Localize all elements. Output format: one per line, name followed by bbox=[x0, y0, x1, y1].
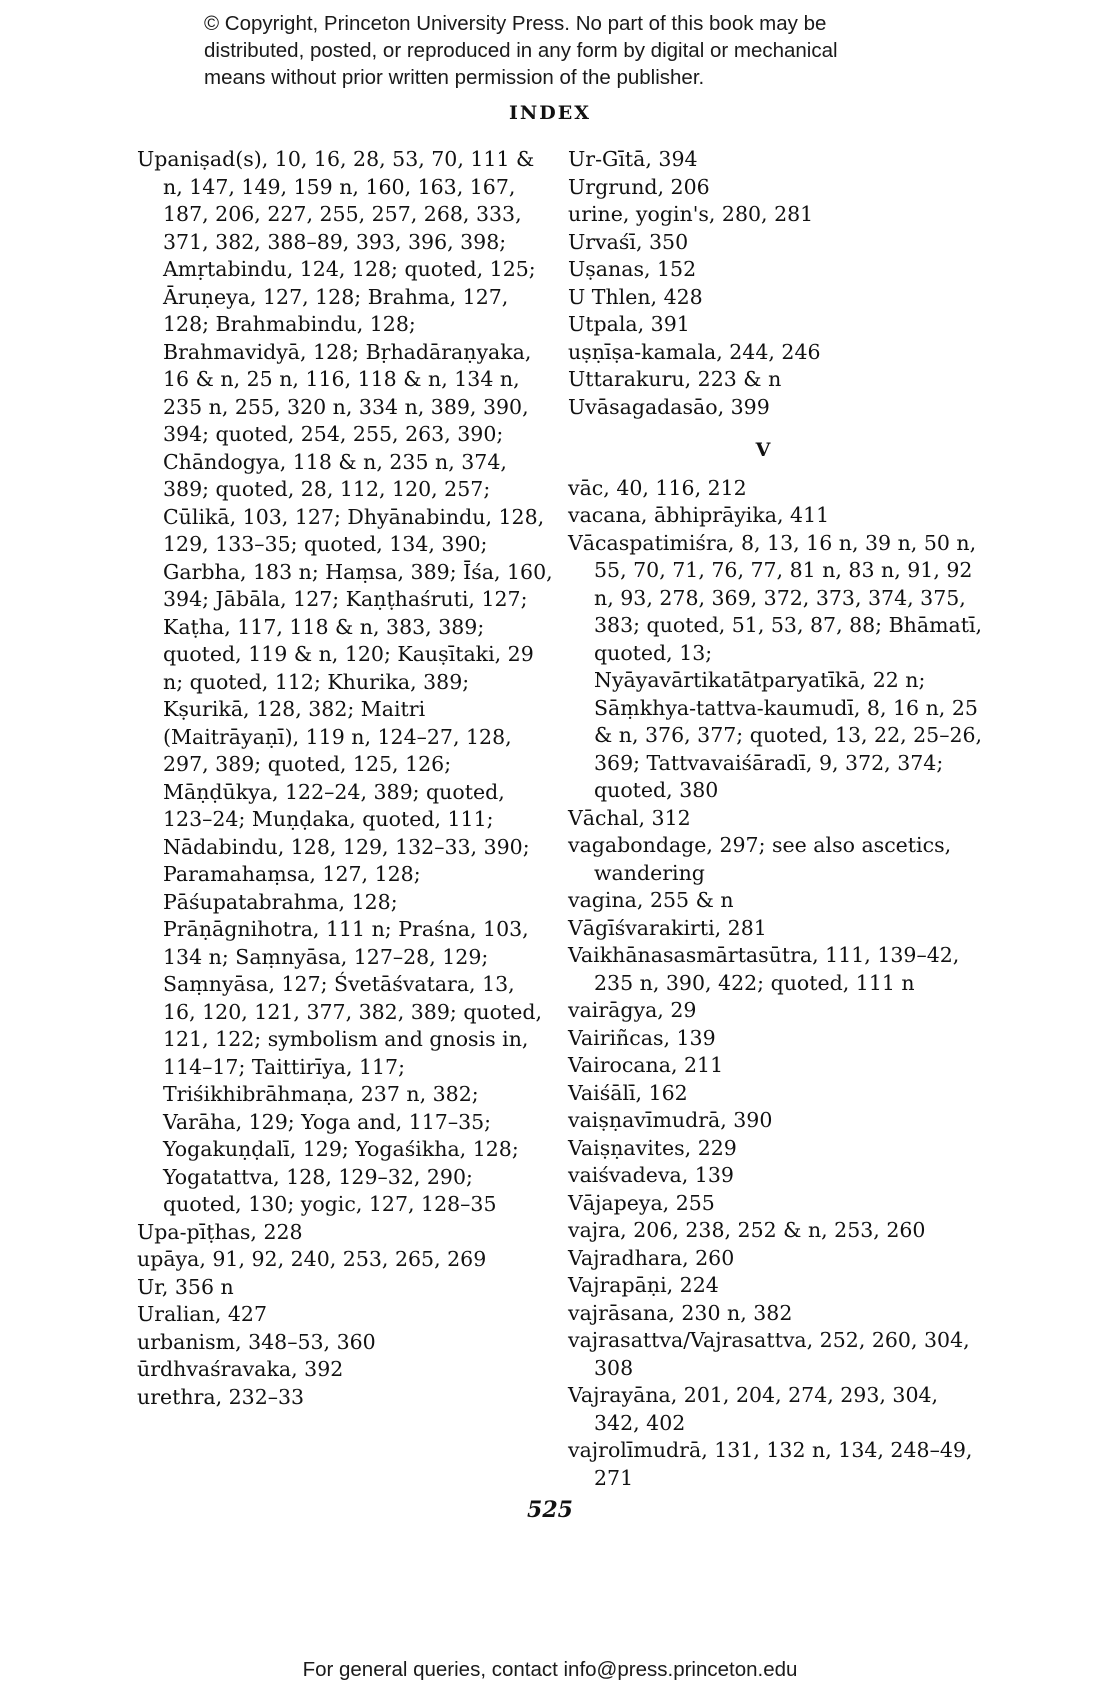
index-entry: Vājapeya, 255 bbox=[568, 1190, 715, 1215]
index-entry: Vāchal, 312 bbox=[568, 805, 691, 830]
index-entry: Vāgīśvarakirti, 281 bbox=[568, 915, 767, 940]
page-number: 525 bbox=[527, 1497, 573, 1523]
index-entry: Utpala, 391 bbox=[568, 312, 690, 336]
index-entry: Uttarakuru, 223 & n bbox=[568, 367, 782, 391]
index-entry: vagabondage, 297; see also ascetics, wandering bbox=[568, 833, 952, 885]
index-entry: Ur, 356 n bbox=[137, 1274, 234, 1299]
index-column-left bbox=[137, 146, 553, 1411]
index-entry: Vajrayāna, 201, 204, 274, 293, 304, 342, 402 bbox=[568, 1383, 939, 1435]
copyright-notice bbox=[204, 10, 924, 91]
index-entry: Vaikhānasasmārtasūtra, 111, 139–42, 235 n, 390, 422; quoted, 111 n bbox=[568, 943, 960, 995]
index-entry: vacana, ābhiprāyika, 411 bbox=[568, 503, 830, 527]
index-entry: Upaniṣad(s), 10, 16, 28, 53, 70, 111 & n, 147, 149, 159 n, 160, 163, 167, 187, 206, 227, 255, 257, 268, 333, 371, 382, 388–89, 393, 396, 398; Amṛtabindu, 124, 128; quoted, 125; Āruṇeya, 127, 128; Brahma, 127, 128; Brahmabindu, 128; Brahmavidyā, 128; Bṛhadāraṇyaka, 16 & n, 25 n, 116, 118 & n, 134 n, 235 n, 255, 320 n, 334 n, 389, 390, 394; quoted, 254, 255, 263, 390; Chāndogya, 118 & n, 235 n, 374, 389; quoted, 28, 112, 120, 257; Cūlikā, 103, 127; Dhyānabindu, 128, 129, 133–35; quoted, 134, 390; Garbha, 183 n; Haṃsa, 389; Īśa, 160, 394; Jābāla, 127; Kaṇṭhaśruti, 127; Kaṭha, 117, 118 & n, 383, 389; quoted, 119 & n, 120; Kauṣītaki, 29 n; quoted, 112; Khurika, 389; Kṣurikā, 128, 382; Maitri (Maitrāyaṇī), 119 n, 124–27, 128, 297, 389; quoted, 125, 126; Māṇḍūkya, 122–24, 389; quoted, 123–24; Muṇḍaka, quoted, 111; Nādabindu, 128, 129, 132–33, 390; Paramahaṃsa, 127, 128; Pāśupatabrahma, 128; Prāṇāgnihotra, 111 n; Praśna, 103, 134 n; Saṃnyāsa, 127–28, 129; Saṃnyāsa, 127; Śvetāśvatara, 13, 16, 120, 121, 377, 382, 389; quoted, 121, 122; symbolism and gnosis in, 114–17; Taittirīya, 117; Triśikhibrāhmaṇa, 237 n, 382; Varāha, 129; Yoga and, 117–35; Yogakuṇḍalī, 129; Yogaśikha, 128; Yogatattva, 128, 129–32, 290; quoted, 130; yogic, 127, 128–35 bbox=[137, 147, 553, 1216]
index-entry: Uṣanas, 152 bbox=[568, 257, 697, 281]
index-entry: urine, yogin's, 280, 281 bbox=[568, 202, 814, 226]
index-entry: Vaiśālī, 162 bbox=[568, 1080, 688, 1105]
index-entry: Vajradhara, 260 bbox=[568, 1245, 735, 1270]
copyright-line: means without prior written permission of the publisher. bbox=[204, 66, 705, 89]
index-entry: vagina, 255 & n bbox=[568, 888, 734, 912]
index-column-right bbox=[568, 146, 988, 1492]
index-entry: vaiśvadeva, 139 bbox=[568, 1163, 734, 1187]
index-entry: Vācaspatimiśra, 8, 13, 16 n, 39 n, 50 n, 55, 70, 71, 76, 77, 81 n, 83 n, 91, 92 n, 93, 278, 369, 372, 373, 374, 375, 383; quoted, 51, 53, 87, 88; Bhāmatī, quoted, 13; Nyāyavārtikatātparyatīkā, 22 n; Sāṃkhya-tattva-kaumudī, 8, 16 n, 25 & n, 376, 377; quoted, 13, 22, 25–26, 369; Tattvavaiśāradī, 9, 372, 374; quoted, 380 bbox=[568, 530, 983, 802]
index-entry: Ur-Gītā, 394 bbox=[568, 147, 698, 171]
index-entry: upāya, 91, 92, 240, 253, 265, 269 bbox=[137, 1247, 487, 1271]
index-entry: Uralian, 427 bbox=[137, 1302, 267, 1326]
index-entry: vajrasattva/Vajrasattva, 252, 260, 304, 308 bbox=[568, 1328, 970, 1380]
page-heading: INDEX bbox=[509, 102, 591, 124]
footer-contact: For general queries, contact info@press.princeton.edu bbox=[302, 1658, 798, 1681]
copyright-line: © Copyright, Princeton University Press. No part of this book may be bbox=[204, 12, 827, 35]
index-entry: Uvāsagadasāo, 399 bbox=[568, 394, 770, 419]
index-entry: vaiṣṇavīmudrā, 390 bbox=[568, 1108, 773, 1132]
index-entry: Urvaśī, 350 bbox=[568, 229, 689, 254]
index-entry: Vairocana, 211 bbox=[568, 1053, 724, 1077]
index-entry: Vajrapāṇi, 224 bbox=[568, 1273, 719, 1297]
index-entry: Vairiñcas, 139 bbox=[568, 1025, 716, 1050]
index-entry: uṣṇīṣa-kamala, 244, 246 bbox=[568, 339, 821, 364]
copyright-line: distributed, posted, or reproduced in any form by digital or mechanical bbox=[204, 39, 838, 62]
index-entry: urbanism, 348–53, 360 bbox=[137, 1329, 376, 1354]
section-letter: V bbox=[755, 439, 771, 461]
index-entry: vāc, 40, 116, 212 bbox=[568, 475, 747, 500]
index-entry: U Thlen, 428 bbox=[568, 284, 703, 309]
index-entry: vajrolīmudrā, 131, 132 n, 134, 248–49, 271 bbox=[568, 1438, 973, 1490]
index-entry: urethra, 232–33 bbox=[137, 1384, 305, 1409]
index-entry: vairāgya, 29 bbox=[568, 998, 697, 1022]
index-entry: ūrdhvaśravaka, 392 bbox=[137, 1357, 344, 1381]
index-entry: Upa-pīṭhas, 228 bbox=[137, 1219, 303, 1244]
index-entry: vajra, 206, 238, 252 & n, 253, 260 bbox=[568, 1218, 926, 1242]
index-entry: Vaiṣṇavites, 229 bbox=[568, 1135, 737, 1160]
index-entry: Urgrund, 206 bbox=[568, 174, 710, 199]
index-entry: vajrāsana, 230 n, 382 bbox=[568, 1300, 793, 1325]
